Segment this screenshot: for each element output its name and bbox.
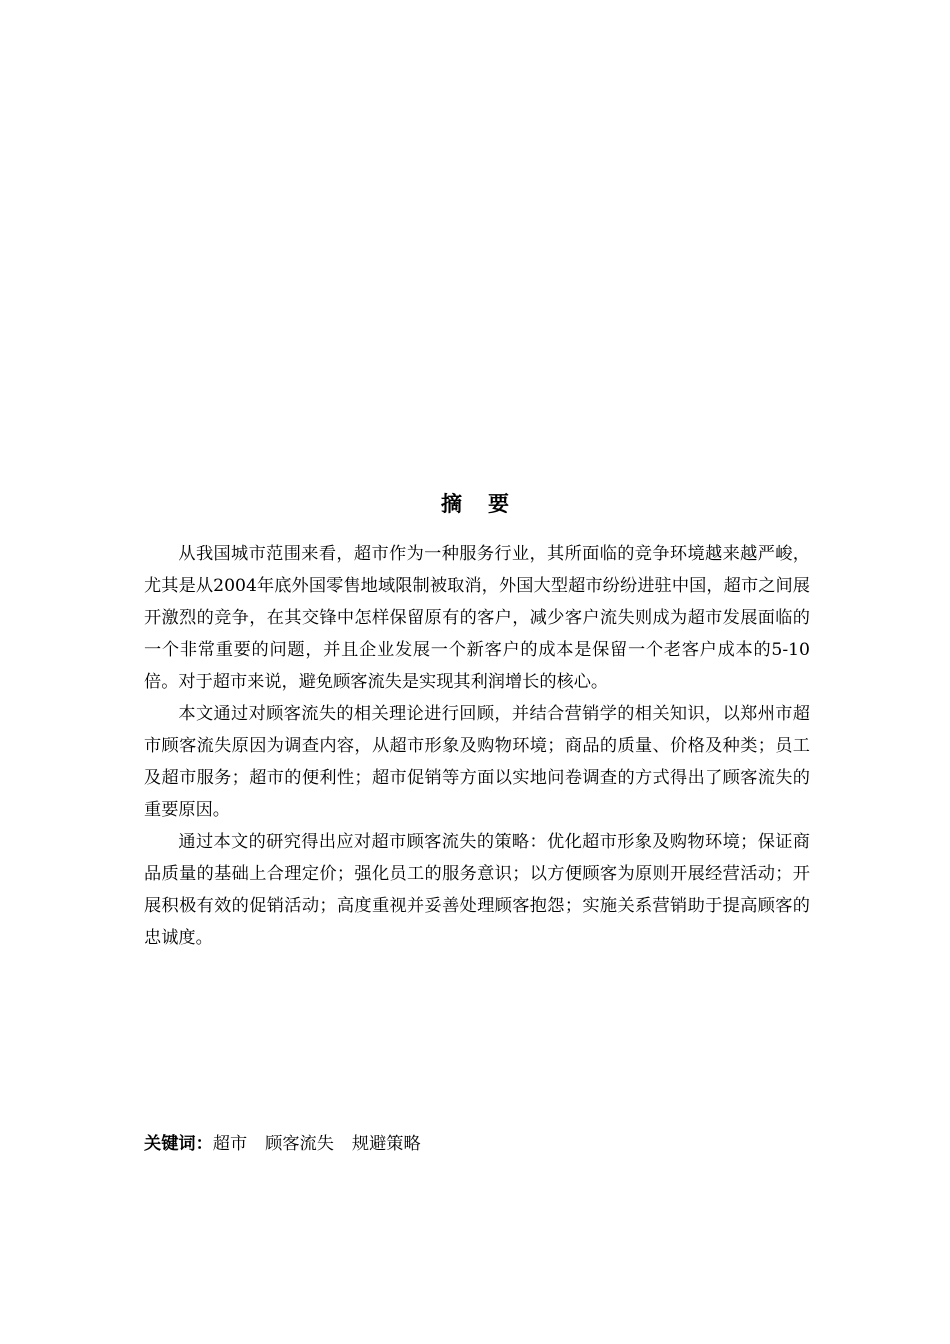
abstract-paragraph-1: 从我国城市范围来看，超市作为一种服务行业，其所面临的竞争环境越来越严峻，尤其是从2004年底外国零售地域限制被取消，外国大型超市纷纷进驻中国，超市之间展开激烈的竞争，在其交锋中怎样保留原有的客户，减少客户流失则成为超市发展面临的一个非常重要的问题，并且企业发展一个新客户的成本是保留一个老客户成本的5-10倍。对于超市来说，避免顾客流失是实现其利润增长的核心。 <box>144 544 810 692</box>
keyword-2: 顾客流失 <box>265 1134 334 1154</box>
abstract-body <box>144 538 810 954</box>
abstract-title: 摘要 <box>441 492 535 516</box>
keyword-3: 规避策略 <box>351 1134 421 1154</box>
keyword-1: 超市 <box>212 1134 248 1154</box>
keywords-label: 关键词： <box>144 1134 213 1154</box>
keywords-line <box>144 1128 810 1160</box>
abstract-paragraph-3: 通过本文的研究得出应对超市顾客流失的策略：优化超市形象及购物环境；保证商品质量的基础上合理定价；强化员工的服务意识；以方便顾客为原则开展经营活动；开展积极有效的促销活动；高度重视并妥善处理顾客抱怨；实施关系营销助于提高顾客的忠诚度。 <box>144 832 810 948</box>
abstract-paragraph-2: 本文通过对顾客流失的相关理论进行回顾，并结合营销学的相关知识，以郑州市超市顾客流失原因为调查内容，从超市形象及购物环境；商品的质量、价格及种类；员工及超市服务；超市的便利性；超市促销等方面以实地问卷调查的方式得出了顾客流失的重要原因。 <box>144 704 810 820</box>
